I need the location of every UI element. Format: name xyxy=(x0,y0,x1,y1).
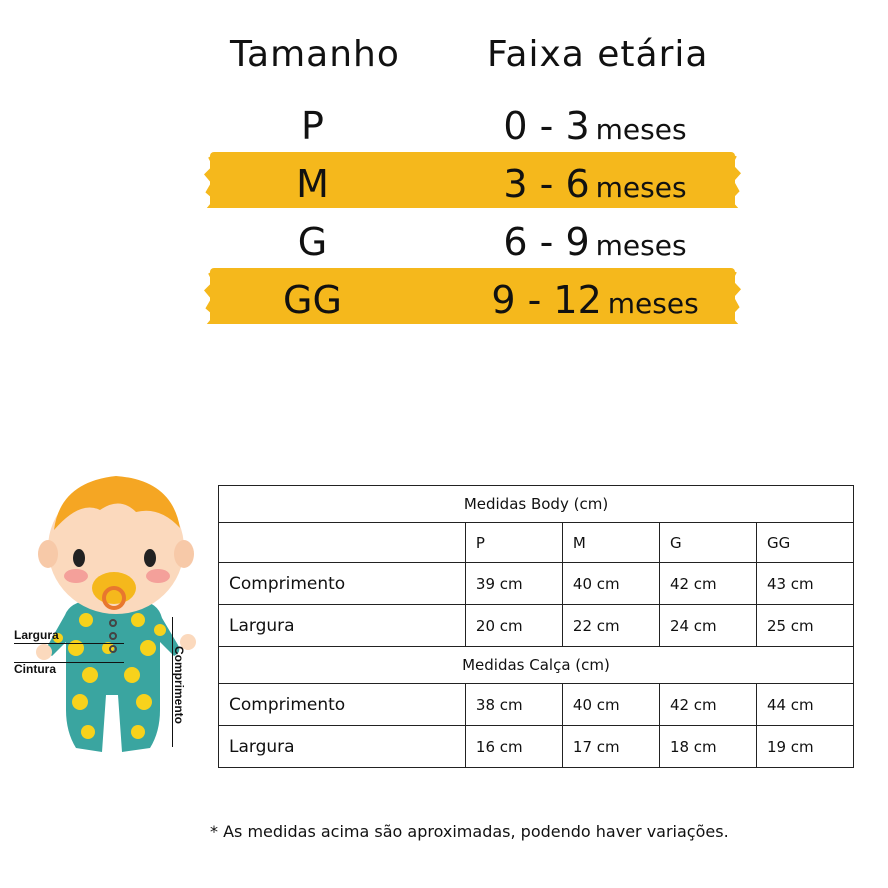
table-row xyxy=(219,563,854,605)
row-label: Comprimento xyxy=(219,684,466,726)
size-header: GG xyxy=(756,523,853,563)
size-header: G xyxy=(659,523,756,563)
age-column-header: Faixa etária xyxy=(487,34,709,75)
size-label: G xyxy=(297,220,328,264)
size-header-row xyxy=(219,523,854,563)
table-cell: 43 cm xyxy=(756,563,853,605)
onesie-shape xyxy=(47,600,180,752)
age-range-value: 3 - 6 xyxy=(503,162,590,206)
age-range-unit: meses xyxy=(595,113,687,146)
callout-width: Largura xyxy=(14,628,59,642)
age-range xyxy=(480,104,710,148)
table-cell: 40 cm xyxy=(562,684,659,726)
age-range-value: 9 - 12 xyxy=(491,278,602,322)
table-cell: 42 cm xyxy=(659,563,756,605)
callout-waist: Cintura xyxy=(14,662,56,676)
table-cell: 39 cm xyxy=(465,563,562,605)
callout-length: Comprimento xyxy=(172,646,186,724)
size-header: P xyxy=(465,523,562,563)
table-cell: 44 cm xyxy=(756,684,853,726)
age-range xyxy=(480,162,710,206)
size-column-header: Tamanho xyxy=(230,34,400,75)
table-cell: 40 cm xyxy=(562,563,659,605)
table-row xyxy=(219,726,854,768)
pants-section-row xyxy=(219,647,854,684)
age-range xyxy=(480,278,710,322)
table-cell: 16 cm xyxy=(465,726,562,768)
body-section-title: Medidas Body (cm) xyxy=(219,486,854,523)
age-range-unit: meses xyxy=(595,229,687,262)
table-cell: 17 cm xyxy=(562,726,659,768)
table-cell: 22 cm xyxy=(562,605,659,647)
age-range-unit: meses xyxy=(607,287,699,320)
table-cell: 42 cm xyxy=(659,684,756,726)
table-cell: 20 cm xyxy=(465,605,562,647)
row-label: Comprimento xyxy=(219,563,466,605)
body-section-row xyxy=(219,486,854,523)
age-range xyxy=(480,220,710,264)
empty-header-cell xyxy=(219,523,466,563)
row-label: Largura xyxy=(219,726,466,768)
table-cell: 25 cm xyxy=(756,605,853,647)
age-range-value: 0 - 3 xyxy=(503,104,590,148)
table-cell: 38 cm xyxy=(465,684,562,726)
row-label: Largura xyxy=(219,605,466,647)
table-row xyxy=(219,605,854,647)
size-header: M xyxy=(562,523,659,563)
age-range-unit: meses xyxy=(595,171,687,204)
table-row xyxy=(219,684,854,726)
size-label: P xyxy=(301,104,324,148)
callout-waist-line xyxy=(14,662,124,663)
pants-section-title: Medidas Calça (cm) xyxy=(219,647,854,684)
size-label: GG xyxy=(283,278,342,322)
size-label: M xyxy=(296,162,329,206)
table-cell: 24 cm xyxy=(659,605,756,647)
age-range-value: 6 - 9 xyxy=(503,220,590,264)
footnote: * As medidas acima são aproximadas, podendo haver variações. xyxy=(210,822,729,841)
table-cell: 18 cm xyxy=(659,726,756,768)
measurements-table xyxy=(218,485,854,768)
table-cell: 19 cm xyxy=(756,726,853,768)
callout-width-line xyxy=(14,643,124,644)
